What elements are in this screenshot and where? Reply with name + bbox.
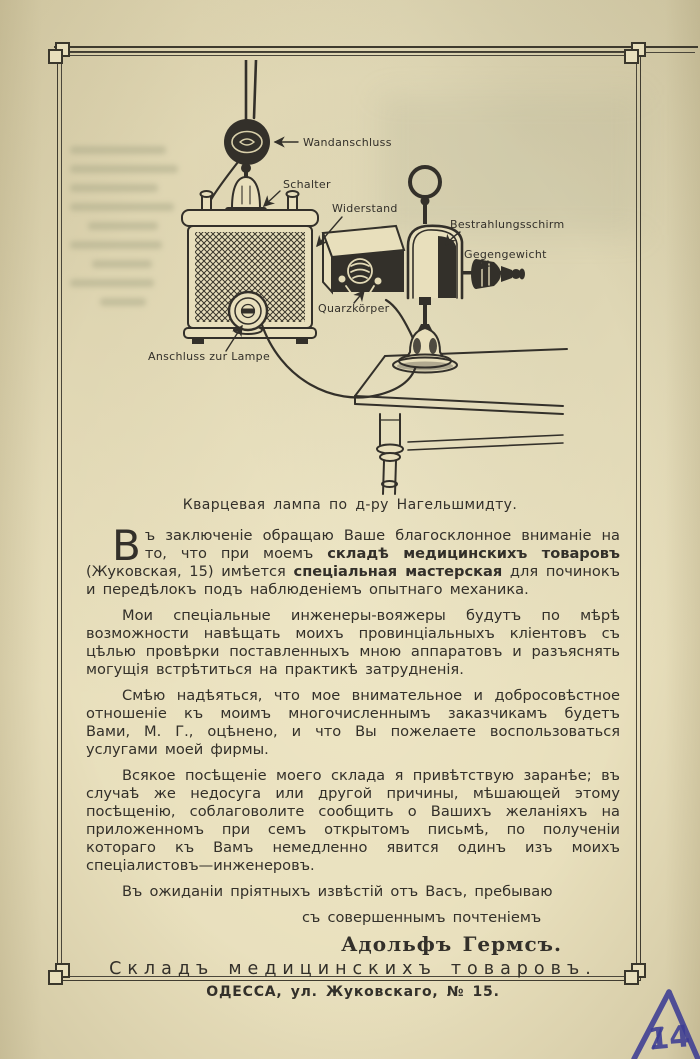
paragraph-4: Всякое посѣщеніе моего склада я привѣтствую заранѣе; въ случаѣ же недосуга или другой причины, мѣшающей этому посѣщенію, соблаговолите сообщить о Вашихъ желаніяхъ на приложенномъ при семъ открытомъ письмѣ, по полученіи котораго къ Вамъ немедленно явится одинъ изъ моихъ спеціалистовъ—инженеровъ. <box>86 767 620 874</box>
paragraph-5: Въ ожиданіи пріятныхъ извѣстій отъ Васъ, пребываю <box>122 883 553 900</box>
paragraph-3: Смѣю надѣяться, что мое внимательное и добросовѣстное отношеніе къ моимъ многочисленнымъ заказчикамъ будетъ Вами, М. Г., оцѣнено, и что Вы пожелаете воспользоваться услугами моей фирмы. <box>86 687 620 758</box>
corner-ornament <box>48 42 70 64</box>
lamp-drawing <box>323 167 525 373</box>
bold-warehouse-phrase: складѣ медицинскихъ товаровъ <box>327 545 620 562</box>
label-anschluss-zur-lampe: Anschluss zur Lampe <box>148 350 271 363</box>
paragraph-1-text: ъ заключеніе обращаю Ваше благосклонное вниманіе на то, что при моемъ <box>144 527 620 562</box>
footer-warehouse-line: Складъ медицинскихъ товаровъ. <box>109 959 597 979</box>
bold-workshop-phrase: спеціальная мастерская <box>293 563 503 580</box>
label-widerstand: Widerstand <box>332 202 398 215</box>
corner-ornament <box>48 963 70 985</box>
quartz-lamp-illustration <box>120 60 590 500</box>
label-bestrahlungsschirm: Bestrahlungsschirm <box>450 218 565 231</box>
paragraph-1 <box>86 521 620 599</box>
stamp-number: 14 <box>646 1019 692 1058</box>
corner-ornament <box>624 963 646 985</box>
label-quarzkoerper: Quarzkörper <box>318 302 390 315</box>
paragraph-2: Мои спеціальные инженеры-вояжеры будутъ по мѣрѣ возможности навѣщать моихъ провинціальныхъ кліентовъ съ цѣлью провѣрки поставленныхъ мною аппаратовъ и разъяснять могущія встрѣтиться на практикѣ затрудненія. <box>86 607 620 678</box>
closing-line: съ совершеннымъ почтеніемъ <box>302 909 542 926</box>
label-schalter: Schalter <box>283 178 331 191</box>
label-wandanschluss: Wandanschluss <box>303 136 392 149</box>
signature: Адольфъ Гермсъ. <box>341 932 562 956</box>
label-gegengewicht: Gegengewicht <box>464 248 547 261</box>
body-text <box>86 521 620 1001</box>
top-rule <box>54 46 698 48</box>
corner-ornament <box>624 42 646 64</box>
illustration-caption: Кварцевая лампа по д-ру Нагельшмидту. <box>182 497 518 513</box>
page-number-stamp <box>612 986 700 1059</box>
lamp-connector-drawing <box>229 292 267 334</box>
table-drawing <box>355 349 567 494</box>
paragraph-1-text: (Жуковская, 15) имѣется <box>86 563 294 580</box>
drop-cap: В <box>112 521 141 570</box>
paragraph-1-text: для починокъ и передѣлокъ подъ наблюденіемъ опытнаго механика. <box>86 563 620 598</box>
footer-address-line: ОДЕССА, ул. Жуковскаго, № 15. <box>206 984 500 1000</box>
